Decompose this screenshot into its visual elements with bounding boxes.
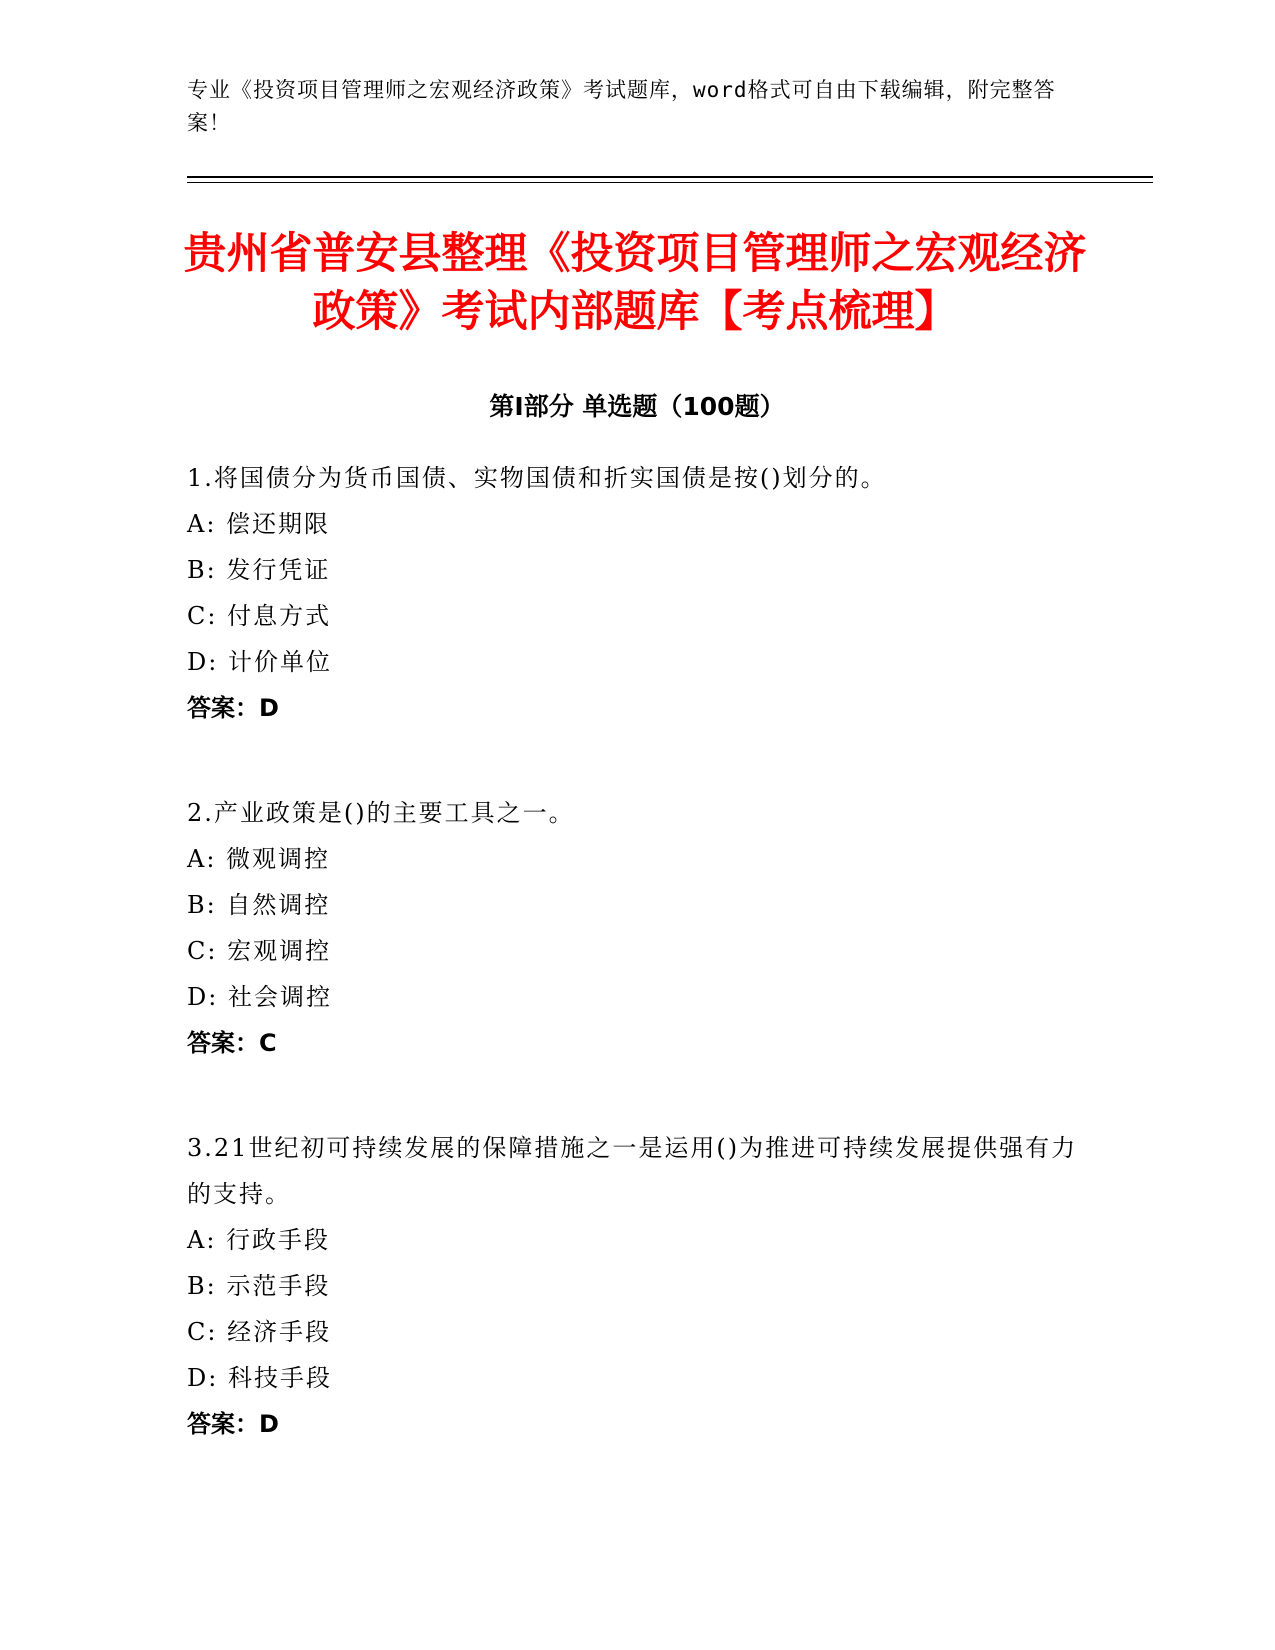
question-1 — [187, 455, 1087, 731]
header-note: 专业《投资项目管理师之宏观经济政策》考试题库，word格式可自由下载编辑，附完整答案！ — [187, 78, 1056, 135]
option-c: C: 付息方式 — [187, 602, 332, 630]
option-d: D: 计价单位 — [187, 648, 332, 676]
document-title: 贵州省普安县整理《投资项目管理师之宏观经济政策》考试内部题库【考点梳理】 — [183, 229, 1087, 337]
option-d: D: 社会调控 — [187, 983, 332, 1011]
option-b: B: 示范手段 — [187, 1272, 331, 1300]
answer: 答案：D — [187, 1410, 279, 1438]
answer: 答案：D — [187, 694, 279, 722]
question-stem: 2.产业政策是()的主要工具之一。 — [187, 799, 575, 827]
option-a: A: 偿还期限 — [187, 510, 331, 538]
question-stem: 1.将国债分为货币国债、实物国债和折实国债是按()划分的。 — [187, 464, 887, 492]
section-heading: 第Ⅰ部分 单选题（100题） — [489, 392, 785, 421]
header-rule-thick — [187, 176, 1153, 178]
option-c: C: 经济手段 — [187, 1318, 332, 1346]
option-b: B: 自然调控 — [187, 891, 331, 919]
question-2 — [187, 790, 1087, 1066]
option-a: A: 行政手段 — [187, 1226, 331, 1254]
option-b: B: 发行凭证 — [187, 556, 331, 584]
option-a: A: 微观调控 — [187, 845, 331, 873]
option-d: D: 科技手段 — [187, 1364, 332, 1392]
answer: 答案：C — [187, 1029, 277, 1057]
question-stem: 3.21世纪初可持续发展的保障措施之一是运用()为推进可持续发展提供强有力的支持。 — [187, 1134, 1078, 1208]
header-rule-thin — [187, 182, 1153, 183]
option-c: C: 宏观调控 — [187, 937, 332, 965]
question-3 — [187, 1125, 1087, 1447]
